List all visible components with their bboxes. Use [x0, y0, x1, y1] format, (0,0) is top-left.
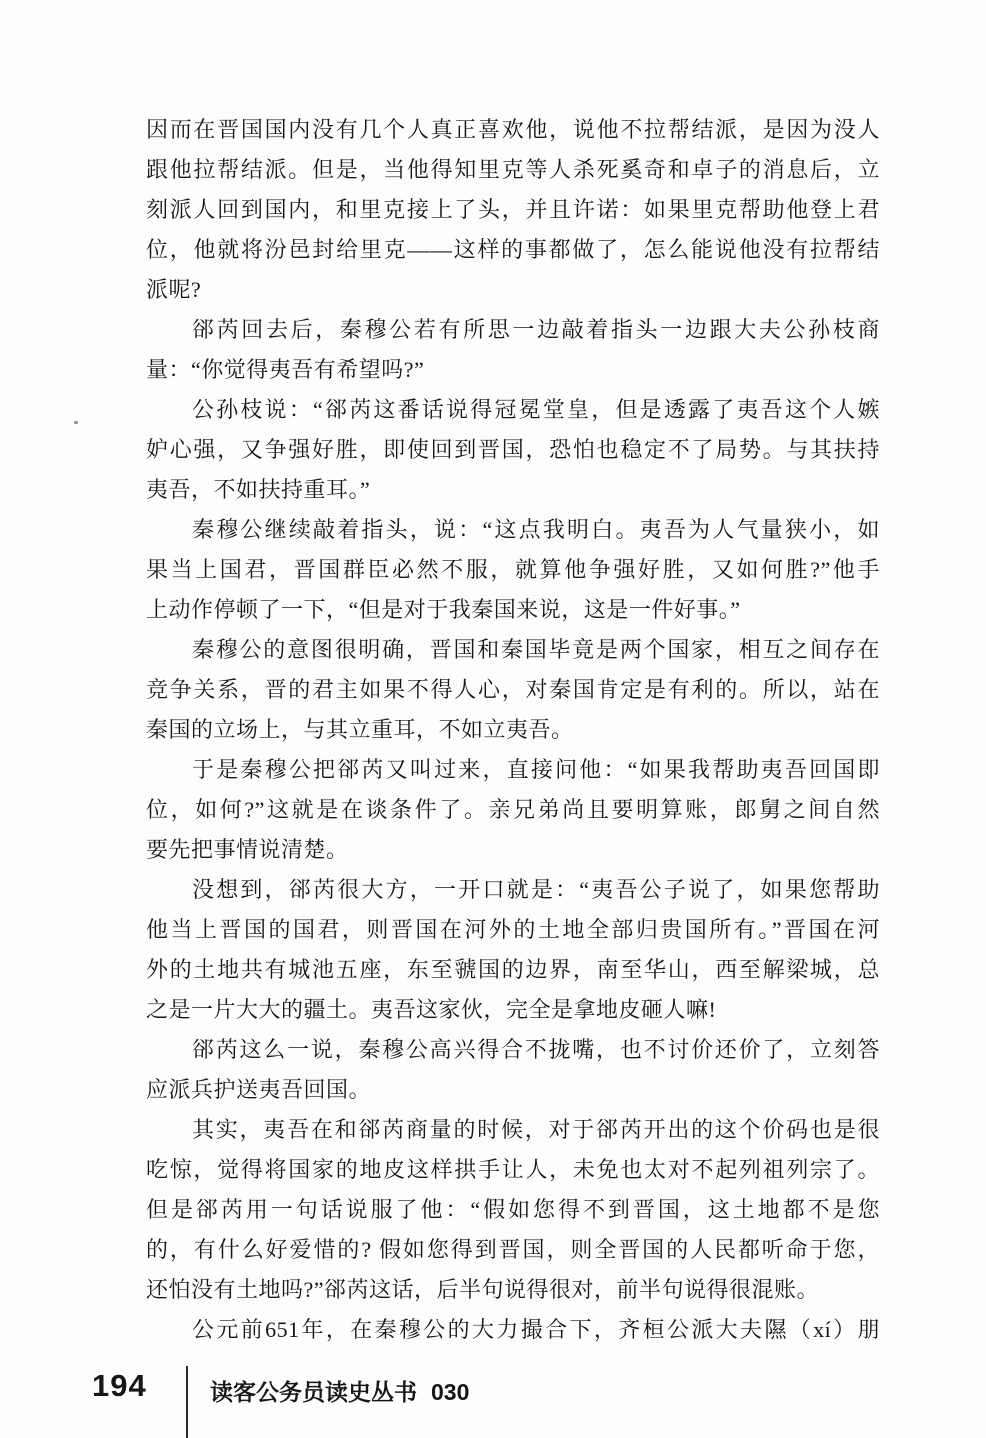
- text-line: 因而在晋国国内没有几个人真正喜欢他，说他不拉帮结派，是因为没人: [146, 117, 880, 142]
- series-number: 030: [431, 1379, 470, 1405]
- text-line: 竞争关系，晋的君主如果不得人心，对秦国肯定是有利的。所以，站在: [146, 677, 880, 702]
- text-line: 跟他拉帮结派。但是，当他得知里克等人杀死奚奇和卓子的消息后，立: [146, 157, 880, 182]
- page-number: 194: [92, 1368, 147, 1403]
- text-line: 应派兵护送夷吾回国。: [146, 1077, 372, 1102]
- text-line: 夷吾，不如扶持重耳。”: [146, 477, 371, 502]
- page-body: [146, 110, 880, 1350]
- text-line: 郤芮这么一说，秦穆公高兴得合不拢嘴，也不讨价还价了，立刻答: [192, 1037, 880, 1062]
- text-line: 他当上晋国的国君，则晋国在河外的土地全部归贵国所有。”晋国在河: [146, 917, 880, 942]
- text-line: 上动作停顿了一下，“但是对于我秦国来说，这是一件好事。”: [146, 597, 741, 622]
- text-line: 的，有什么好爱惜的? 假如您得到晋国，则全晋国的人民都听命于您，: [146, 1237, 880, 1262]
- series-title: 读客公务员读史丛书: [210, 1379, 417, 1405]
- text-line: 吃惊，觉得将国家的地皮这样拱手让人，未免也太对不起列祖列宗了。: [146, 1157, 880, 1182]
- text-line: 量：“你觉得夷吾有希望吗?”: [146, 357, 425, 382]
- text-line: 没想到，郤芮很大方，一开口就是：“夷吾公子说了，如果您帮助: [192, 877, 880, 902]
- text-line: 秦穆公继续敲着指头，说：“这点我明白。夷吾为人气量狭小，如: [192, 517, 880, 542]
- text-line: 公元前651年，在秦穆公的大力撮合下，齐桓公派大夫隰（xí）朋: [192, 1317, 880, 1342]
- text-line: 之是一片大大的疆土。夷吾这家伙，完全是拿地皮砸人嘛!: [146, 997, 717, 1022]
- text-line: 位，他就将汾邑封给里克——这样的事都做了，怎么能说他没有拉帮结: [146, 237, 880, 262]
- text-line: 派呢?: [146, 277, 202, 302]
- text-line: 但是郤芮用一句话说服了他：“假如您得不到晋国，这土地都不是您: [146, 1197, 880, 1222]
- text-line: 外的土地共有城池五座，东至虢国的边界，南至华山，西至解梁城，总: [146, 957, 880, 982]
- scan-artifact-speck: [74, 421, 78, 424]
- text-line: 于是秦穆公把郤芮又叫过来，直接问他：“如果我帮助夷吾回国即: [192, 757, 880, 782]
- series-line: [210, 1374, 469, 1407]
- text-line: 秦国的立场上，与其立重耳，不如立夷吾。: [146, 717, 574, 742]
- text-line: 还怕没有土地吗?”郤芮这话，后半句说得很对，前半句说得很混账。: [146, 1277, 820, 1302]
- footer-divider: [186, 1366, 188, 1438]
- text-line: 位，如何?”这就是在谈条件了。亲兄弟尚且要明算账，郎舅之间自然: [146, 797, 880, 822]
- text-line: 果当上国君，晋国群臣必然不服，就算他争强好胜，又如何胜?”他手: [146, 557, 880, 582]
- text-line: 秦穆公的意图很明确，晋国和秦国毕竟是两个国家，相互之间存在: [192, 637, 880, 662]
- text-line: 公孙枝说：“郤芮这番话说得冠冕堂皇，但是透露了夷吾这个人嫉: [192, 397, 880, 422]
- text-line: 其实，夷吾在和郤芮商量的时候，对于郤芮开出的这个价码也是很: [192, 1117, 880, 1142]
- text-line: 刻派人回到国内，和里克接上了头，并且许诺：如果里克帮助他登上君: [146, 197, 880, 222]
- text-line: 郤芮回去后，秦穆公若有所思一边敲着指头一边跟大夫公孙枝商: [192, 317, 880, 342]
- text-line: 要先把事情说清楚。: [146, 837, 349, 862]
- page-footer: [0, 1362, 986, 1438]
- text-line: 妒心强，又争强好胜，即使回到晋国，恐怕也稳定不了局势。与其扶持: [146, 437, 880, 462]
